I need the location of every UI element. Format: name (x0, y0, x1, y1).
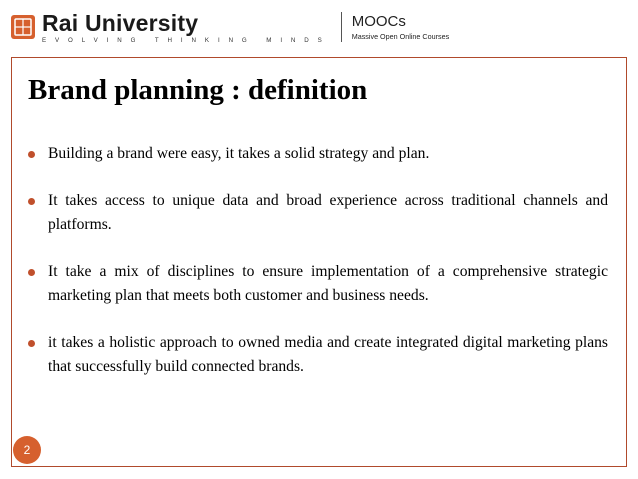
mooc-subtitle: Massive Open Online Courses (351, 32, 450, 41)
bullet-item (28, 260, 608, 308)
header-logo (10, 12, 449, 46)
university-tagline: EVOLVING THINKING MINDS (42, 37, 331, 44)
bullet-text: it takes a holistic approach to owned media and create integrated digital marketing plans that successfully build connected brands. (48, 334, 608, 375)
logo-text-block (42, 12, 331, 44)
bullet-dot-icon (28, 269, 35, 276)
bullet-list (28, 142, 608, 402)
frame-top-line (11, 57, 627, 58)
slide-title: Brand planning : definition (28, 74, 368, 106)
university-seal-icon (10, 14, 36, 40)
bullet-item (28, 142, 608, 166)
bullet-dot-icon (28, 151, 35, 158)
page-number-badge: 2 (13, 436, 41, 464)
bullet-text: Building a brand were easy, it takes a solid strategy and plan. (48, 145, 430, 162)
bullet-item (28, 189, 608, 237)
bullet-text: It take a mix of disciplines to ensure implementation of a comprehensive strategic marketing plan that meets both customer and business needs. (48, 263, 608, 304)
frame-bottom-line (11, 466, 627, 467)
logo-separator (341, 12, 342, 42)
university-name: Rai University (42, 10, 199, 36)
bullet-dot-icon (28, 340, 35, 347)
frame-left-line (11, 57, 12, 467)
mooc-title: MOOCs (351, 13, 406, 30)
bullet-text: It takes access to unique data and broad experience across traditional channels and platforms. (48, 192, 608, 233)
bullet-dot-icon (28, 198, 35, 205)
frame-right-line (626, 57, 627, 467)
mooc-block (352, 14, 449, 41)
bullet-item (28, 331, 608, 379)
